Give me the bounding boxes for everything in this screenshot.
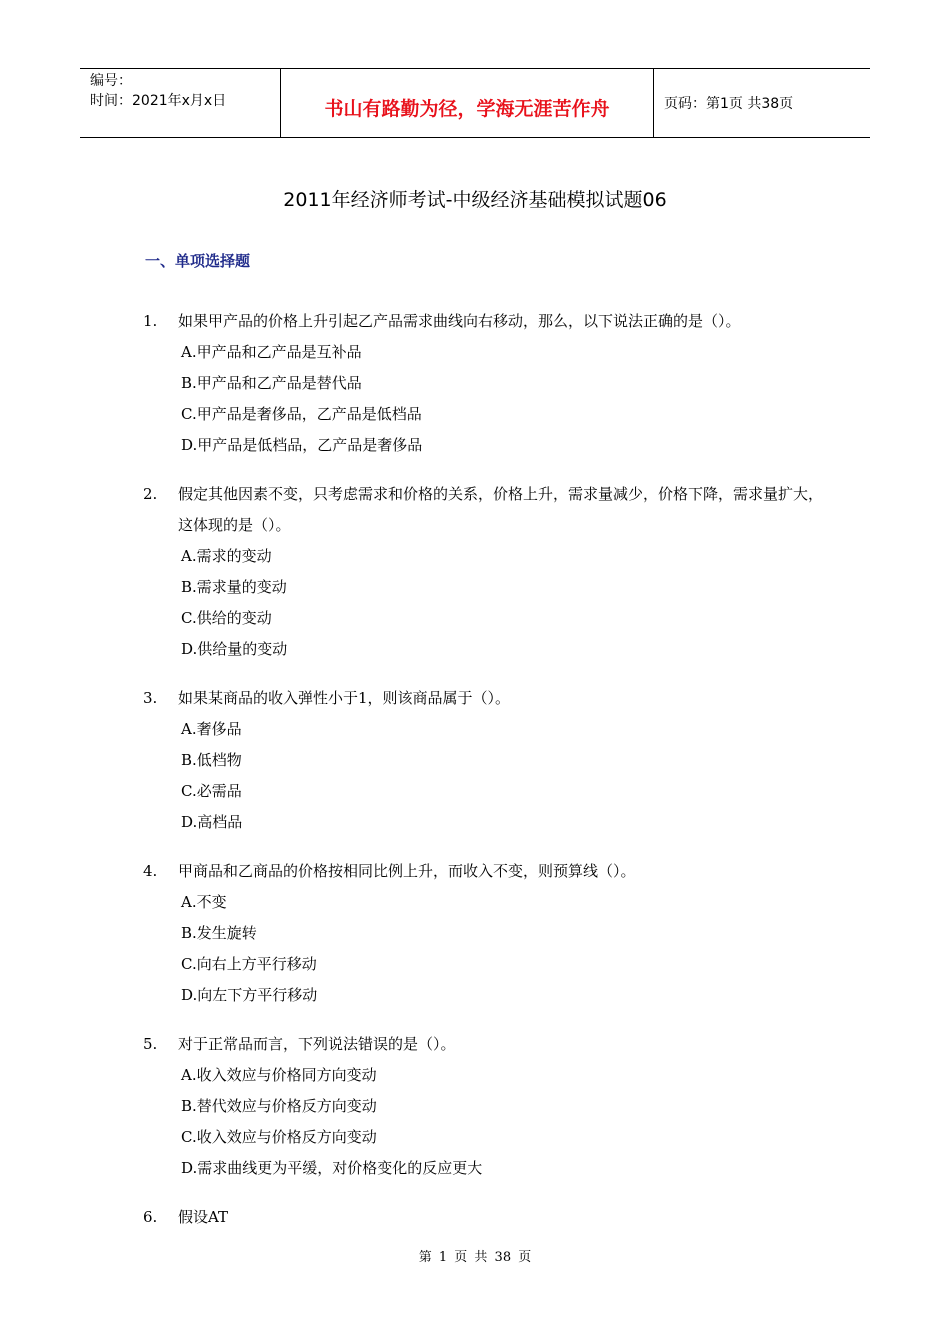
document-header xyxy=(80,68,870,138)
question-4 xyxy=(143,856,823,1011)
question-stem: 如果甲产品的价格上升引起乙产品需求曲线向右移动，那么，以下说法正确的是（）。 xyxy=(178,312,741,330)
question-stem: 假设AT xyxy=(178,1208,229,1226)
option-a: A.需求的变动 xyxy=(181,547,272,565)
motto: 书山有路勤为径，学海无涯苦作舟 xyxy=(324,97,610,120)
option-a: A.不变 xyxy=(181,893,227,911)
question-stem: 如果某商品的收入弹性小于1，则该商品属于（）。 xyxy=(178,689,511,707)
question-number: 4. xyxy=(143,862,158,880)
option-b: B.低档物 xyxy=(181,751,242,769)
option-b: B.需求量的变动 xyxy=(181,578,287,596)
question-2 xyxy=(143,479,823,665)
question-5 xyxy=(143,1029,823,1184)
option-d: D.向左下方平行移动 xyxy=(181,986,318,1004)
option-d: D.甲产品是低档品，乙产品是奢侈品 xyxy=(181,436,423,454)
header-motto-cell xyxy=(281,69,654,137)
option-b: B.替代效应与价格反方向变动 xyxy=(181,1097,377,1115)
option-c: C.收入效应与价格反方向变动 xyxy=(181,1128,377,1146)
header-meta xyxy=(80,69,281,137)
question-list xyxy=(143,306,823,1251)
option-a: A.收入效应与价格同方向变动 xyxy=(181,1066,377,1084)
option-c: C.向右上方平行移动 xyxy=(181,955,317,973)
option-a: A.甲产品和乙产品是互补品 xyxy=(181,343,362,361)
option-c: C.必需品 xyxy=(181,782,242,800)
document-title: 2011年经济师考试-中级经济基础模拟试题06 xyxy=(283,189,667,211)
option-d: D.需求曲线更为平缓，对价格变化的反应更大 xyxy=(181,1159,483,1177)
option-c: C.供给的变动 xyxy=(181,609,272,627)
question-number: 2. xyxy=(143,485,158,503)
header-page-info-cell xyxy=(654,69,870,137)
option-b: B.发生旋转 xyxy=(181,924,257,942)
question-stem: 甲商品和乙商品的价格按相同比例上升，而收入不变，则预算线（）。 xyxy=(178,862,636,880)
question-1 xyxy=(143,306,823,461)
option-a: A.奢侈品 xyxy=(181,720,242,738)
question-stem: 假定其他因素不变，只考虑需求和价格的关系，价格上升，需求量减少，价格下降，需求量扩大，这体现的是（）。 xyxy=(178,485,824,534)
question-stem: 对于正常品而言，下列说法错误的是（）。 xyxy=(178,1035,456,1053)
section-title: 一、单项选择题 xyxy=(145,252,251,270)
option-d: D.供给量的变动 xyxy=(181,640,288,658)
option-b: B.甲产品和乙产品是替代品 xyxy=(181,374,362,392)
question-number: 1. xyxy=(143,312,158,330)
page-footer: 第 1 页 共 38 页 xyxy=(418,1250,532,1265)
option-c: C.甲产品是奢侈品，乙产品是低档品 xyxy=(181,405,422,423)
question-number: 3. xyxy=(143,689,158,707)
date-line: 时间：2021年x月x日 xyxy=(90,93,227,109)
question-number: 6. xyxy=(143,1208,158,1226)
page-info: 页码：第1页 共38页 xyxy=(664,96,794,112)
question-3 xyxy=(143,683,823,838)
option-d: D.高档品 xyxy=(181,813,243,831)
question-number: 5. xyxy=(143,1035,158,1053)
number-label: 编号： xyxy=(90,73,132,89)
question-6 xyxy=(143,1202,823,1233)
